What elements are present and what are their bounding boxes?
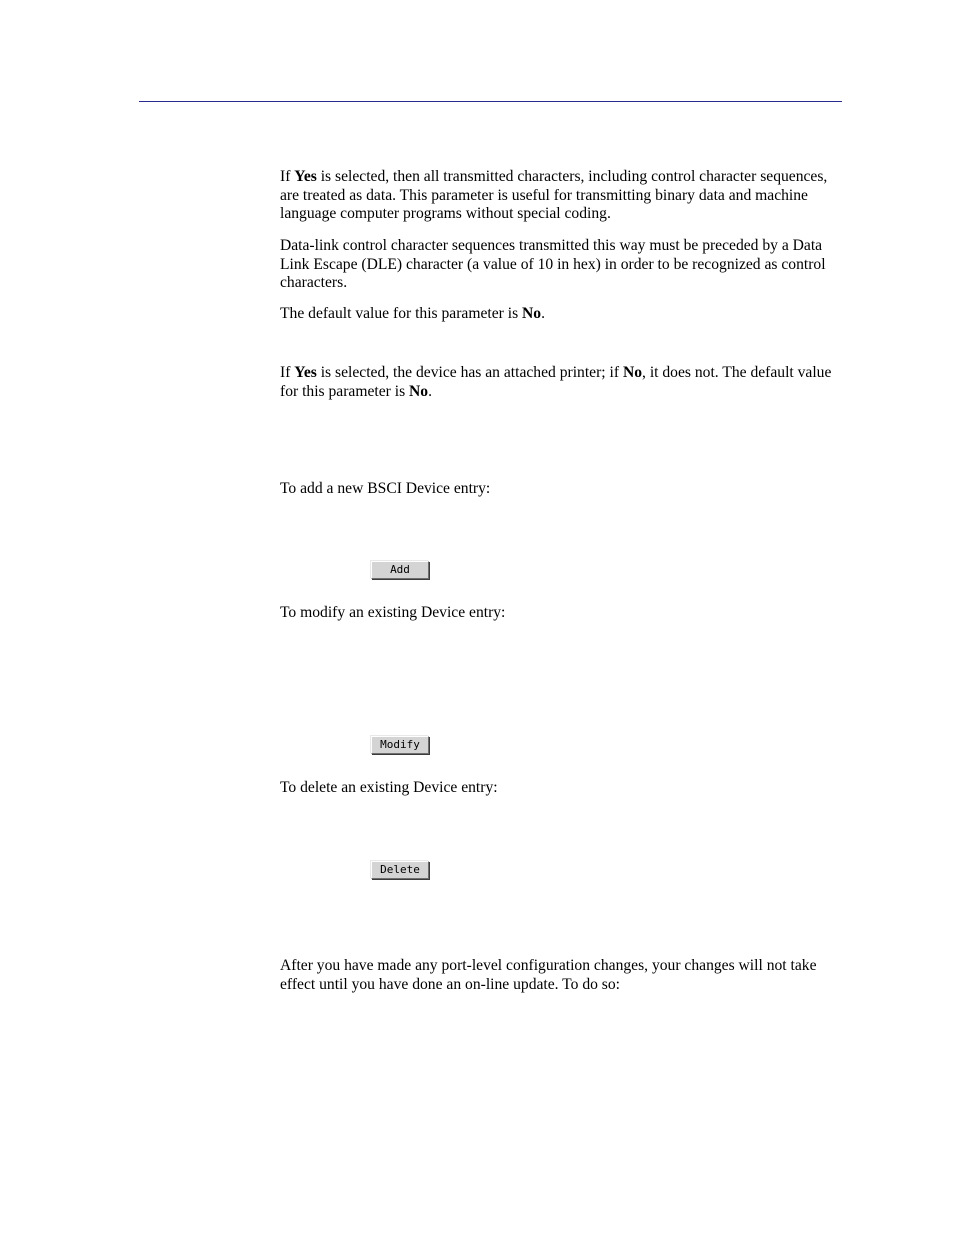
printer-paragraph: If Yes is selected, the device has an attached printer; if No, it does not. The default value for this parameter is No. xyxy=(280,364,832,400)
default-value-paragraph: The default value for this parameter is No. xyxy=(280,305,546,322)
modify-button[interactable]: Modify xyxy=(371,736,429,754)
header-rule xyxy=(139,101,842,102)
delete-device-intro: To delete an existing Device entry: xyxy=(280,779,498,796)
dle-paragraph: Data-link control character sequences transmitted this way must be preceded by a Data Link Escape (DLE) character (a value of 10 in hex) in order to be recognized as control characters. xyxy=(280,237,826,291)
online-update-paragraph: After you have made any port-level configuration changes, your changes will not take effect until you have done an on-line update. To do so: xyxy=(280,957,817,993)
modify-device-intro: To modify an existing Device entry: xyxy=(280,604,506,621)
add-device-intro: To add a new BSCI Device entry: xyxy=(280,480,491,497)
add-button[interactable]: Add xyxy=(371,561,429,579)
delete-button[interactable]: Delete xyxy=(371,861,429,879)
text-data-paragraph: If Yes is selected, then all transmitted characters, including control character sequences, are treated as data. This parameter is useful for transmitting binary data and machine language computer programs without special coding. xyxy=(280,168,828,222)
